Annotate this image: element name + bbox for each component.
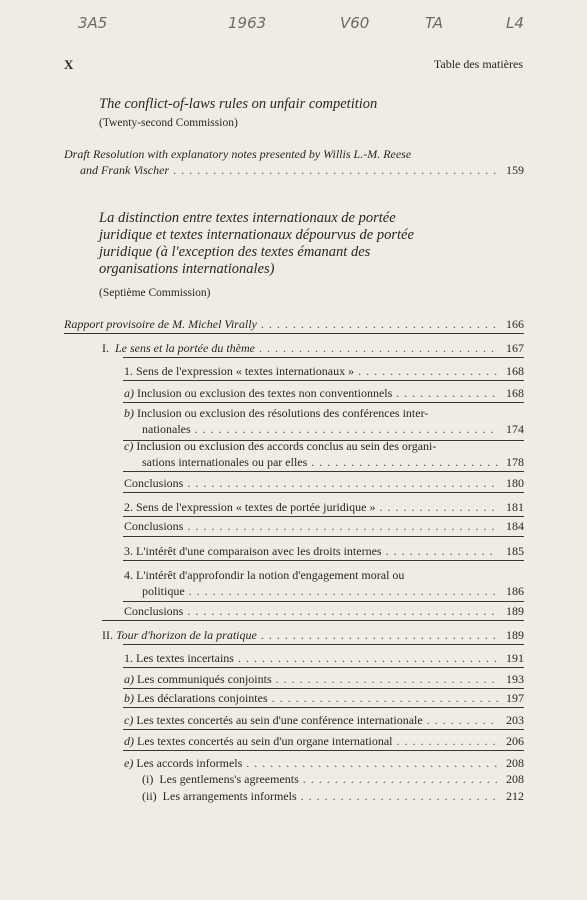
divider	[123, 380, 524, 381]
toc-page: 212	[506, 789, 524, 803]
toc-page: 208	[506, 756, 524, 770]
toc-label: a) Les communiqués conjoints	[124, 672, 272, 686]
toc-page: 186	[506, 584, 524, 598]
toc-page: 193	[506, 672, 524, 686]
dot-leader	[427, 712, 498, 728]
toc-page: 180	[506, 476, 524, 490]
handwritten-volume: V60	[340, 14, 370, 32]
title-line: juridique (à l'exception des textes émanant des	[99, 244, 371, 260]
dot-leader	[379, 499, 498, 515]
dot-leader	[187, 603, 498, 619]
toc-page: 184	[506, 519, 524, 533]
toc-entry-declarations	[124, 690, 524, 706]
toc-entry-conclusions-1	[124, 475, 524, 491]
divider	[123, 729, 524, 730]
toc-entry-arrangements	[142, 788, 524, 804]
toc-page: 178	[506, 455, 524, 469]
divider	[123, 750, 524, 751]
toc-entry-communiques	[124, 671, 524, 687]
toc-label: nationales	[142, 422, 191, 436]
toc-label: Rapport provisoire de M. Michel Virally	[64, 317, 257, 331]
toc-label: d) Les textes concertés au sein d'un organe international	[124, 734, 393, 748]
toc-entry-line: and Frank Vischer	[80, 163, 170, 177]
toc-page: 206	[506, 734, 524, 748]
toc-label: Conclusions	[124, 476, 184, 490]
title-line: La distinction entre textes internationaux de portée	[99, 210, 396, 226]
divider	[123, 601, 524, 602]
title-line: organisations internationales)	[99, 261, 275, 277]
divider	[123, 667, 524, 668]
divider	[102, 620, 524, 621]
toc-label: (ii) Les arrangements informels	[142, 789, 297, 803]
dot-leader	[386, 543, 498, 559]
toc-entry-textes-incertains	[124, 650, 524, 666]
section-title-1: The conflict-of-laws rules on unfair competition	[99, 96, 378, 112]
toc-entry-part-i	[102, 340, 524, 356]
divider	[123, 688, 524, 689]
toc-entry-1a	[124, 385, 524, 401]
handwritten-year: 1963	[228, 14, 267, 32]
dot-leader	[358, 363, 498, 379]
dot-leader	[189, 583, 498, 599]
toc-label: I. Le sens et la portée du thème	[102, 341, 255, 355]
section-title-2	[99, 210, 414, 278]
toc-label: e) Les accords informels	[124, 756, 243, 770]
toc-label: sations internationales ou par elles	[142, 455, 308, 469]
divider	[123, 492, 524, 493]
toc-entry-4-interet: 4. L'intérêt d'approfondir la notion d'engagement moral ou politique . . . 186	[124, 567, 524, 599]
toc-label: c) Les textes concertés au sein d'une conférence internationale	[124, 713, 423, 727]
toc-entry-line: Draft Resolution with explanatory notes presented by Willis L.-M. Reese	[64, 147, 412, 161]
toc-page: 159	[506, 163, 524, 177]
dot-leader	[311, 454, 498, 470]
divider	[123, 644, 524, 645]
toc-page: 174	[506, 422, 524, 436]
toc-page: 208	[506, 772, 524, 786]
toc-entry-conference	[124, 712, 524, 728]
dot-leader	[396, 385, 498, 401]
toc-entry-1-sens	[124, 363, 524, 379]
toc-label: politique	[142, 584, 185, 598]
toc-label: a) Inclusion ou exclusion des textes non conventionnels	[124, 386, 393, 400]
commission-2: (Septième Commission)	[99, 287, 211, 299]
handwritten-mark: L4	[506, 14, 524, 32]
running-header: Table des matières	[433, 57, 523, 71]
dot-leader	[187, 518, 498, 534]
page-number: X	[64, 57, 74, 72]
toc-entry-organe	[124, 733, 524, 749]
dot-leader	[195, 421, 498, 437]
divider	[123, 516, 524, 517]
dot-leader	[261, 627, 498, 643]
dot-leader	[261, 316, 498, 332]
toc-entry-2-sens	[124, 499, 524, 515]
dot-leader	[301, 788, 498, 804]
toc-entry-conclusions-3	[124, 603, 524, 619]
dot-leader	[276, 671, 498, 687]
dot-leader	[272, 690, 498, 706]
toc-entry-3-interet	[124, 543, 524, 559]
toc-page: 181	[506, 500, 524, 514]
toc-label: 1. Sens de l'expression « textes internationaux »	[124, 364, 355, 378]
toc-page: 185	[506, 544, 524, 558]
toc-entry-part-ii	[102, 627, 524, 643]
toc-page: 168	[506, 364, 524, 378]
divider	[123, 357, 524, 358]
toc-entry-1b: b) Inclusion ou exclusion des résolutions des conférences inter- nationales . . . 174	[124, 405, 524, 437]
divider	[123, 707, 524, 708]
toc-page: 168	[506, 386, 524, 400]
dot-leader	[303, 771, 498, 787]
toc-label: 2. Sens de l'expression « textes de portée juridique »	[124, 500, 376, 514]
toc-label: b) Les déclarations conjointes	[124, 691, 268, 705]
divider	[123, 536, 524, 537]
toc-page: 189	[506, 604, 524, 618]
toc-entry-1c: c) Inclusion ou exclusion des accords conclus au sein des organi- sations internationales ou par elles . . . 178	[124, 438, 524, 470]
commission-1: (Twenty-second Commission)	[99, 117, 238, 129]
handwritten-code: TA	[425, 14, 444, 32]
divider	[123, 471, 524, 472]
dot-leader	[246, 755, 498, 771]
toc-entry-gentlemens	[142, 771, 524, 787]
divider	[123, 560, 524, 561]
divider	[64, 333, 524, 334]
title-line: juridique et textes internationaux dépourvus de portée	[99, 227, 414, 243]
dot-leader	[173, 162, 498, 178]
toc-label: II. Tour d'horizon de la pratique	[102, 628, 257, 642]
toc-entry-rapport	[64, 316, 524, 332]
toc-page: 191	[506, 651, 524, 665]
toc-page: 166	[506, 317, 524, 331]
dot-leader	[238, 650, 498, 666]
handwritten-note: 3A5	[78, 14, 108, 32]
toc-entry-draft-resolution	[64, 146, 524, 178]
toc-page: 167	[506, 341, 524, 355]
dot-leader	[259, 340, 498, 356]
toc-entry-accords-informels	[124, 755, 524, 771]
dot-leader	[187, 475, 498, 491]
toc-entry-conclusions-2	[124, 518, 524, 534]
toc-label: Conclusions	[124, 519, 184, 533]
toc-label: (i) Les gentlemens's agreements	[142, 772, 299, 786]
divider	[123, 402, 524, 403]
toc-label: Conclusions	[124, 604, 184, 618]
toc-label: 1. Les textes incertains	[124, 651, 234, 665]
toc-label: 3. L'intérêt d'une comparaison avec les droits internes	[124, 544, 382, 558]
toc-page: 197	[506, 691, 524, 705]
dot-leader	[397, 733, 498, 749]
toc-page: 203	[506, 713, 524, 727]
toc-page: 189	[506, 628, 524, 642]
